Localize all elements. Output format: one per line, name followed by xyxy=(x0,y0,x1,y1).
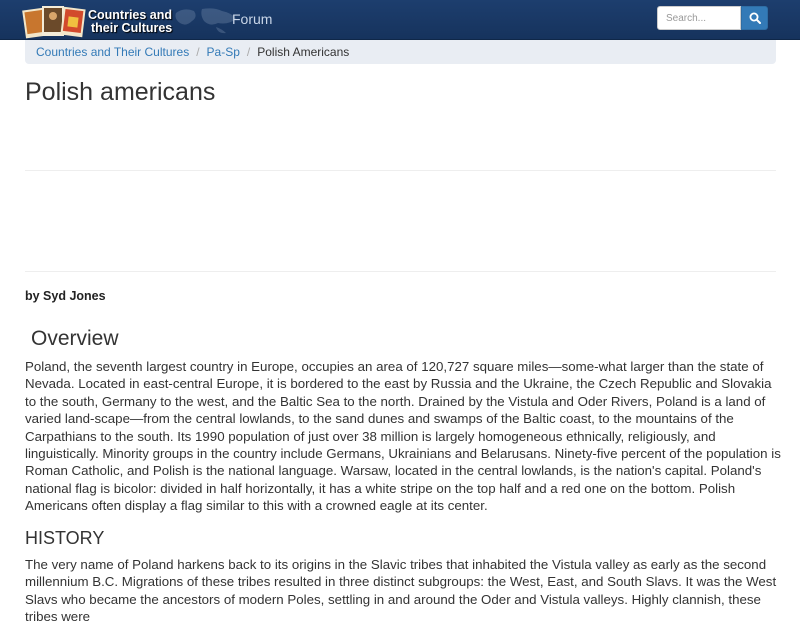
search-input[interactable] xyxy=(657,6,741,30)
nav-link-forum[interactable]: Forum xyxy=(232,11,273,27)
breadcrumb-separator: / xyxy=(246,45,251,59)
top-navbar xyxy=(0,0,800,40)
history-paragraph: The very name of Poland harkens back to its origins in the Slavic tribes that inhabited the Vistula valley as early as the second millennium B.C. Migrations of these tribes resulted in three distinct subgroups: the West, East, and South Slavs. It was the West Slavs who became the ancestors of modern Poles, settling in and around the Oder and Vistula valleys. Highly clannish, these tribes were xyxy=(25,557,777,625)
page-title: Polish americans xyxy=(25,78,216,106)
logo-line1: Countries and xyxy=(88,8,173,22)
site-logo[interactable] xyxy=(22,3,222,39)
cultures-photos-icon xyxy=(22,3,86,39)
logo-wordmark xyxy=(88,9,172,35)
overview-paragraph: Poland, the seventh largest country in Europe, occupies an area of 120,727 square miles—some-what larger than the state of Nevada. Located in east-central Europe, it is bordered to the east by Russia and the Ukraine, the Czech Republic and Slovakia to the south, Germany to the west, and the Baltic Sea to the north. Drained by the Vistula and Oder Rivers, Poland is a land of varied land-scape—from the central lowlands, to the sand dunes and swamps of the Baltic coast, to the mountains of the Carpathians to the south. Its 1990 population of just over 38 million is largely homogeneous ethnically, religiously, and linguistically. Minority groups in the country include Germans, Ukrainians and Belarusans. Ninety-five percent of the population is Roman Catholic, and Polish is the national language. Warsaw, located in the central lowlands, is the nation's capital. Poland's national flag is bicolor: divided in half horizontally, it has a white stripe on the top half and a red one on the bottom. Polish Americans often display a flag similar to this with a crowned eagle at its center. xyxy=(25,359,781,514)
breadcrumb-link-pa-sp[interactable]: Pa-Sp xyxy=(206,45,240,59)
history-heading: HISTORY xyxy=(25,528,105,548)
breadcrumb-current: Polish Americans xyxy=(257,45,350,59)
search-button[interactable] xyxy=(741,6,768,30)
logo-line2: their Cultures xyxy=(91,21,173,35)
breadcrumb-link-countries[interactable]: Countries and Their Cultures xyxy=(36,45,190,59)
breadcrumb-separator: / xyxy=(196,45,200,59)
breadcrumb xyxy=(25,40,776,64)
ad-placeholder xyxy=(25,170,776,272)
overview-heading: Overview xyxy=(31,327,119,350)
search-icon xyxy=(749,12,761,24)
article-byline: by Syd Jones xyxy=(25,289,106,303)
